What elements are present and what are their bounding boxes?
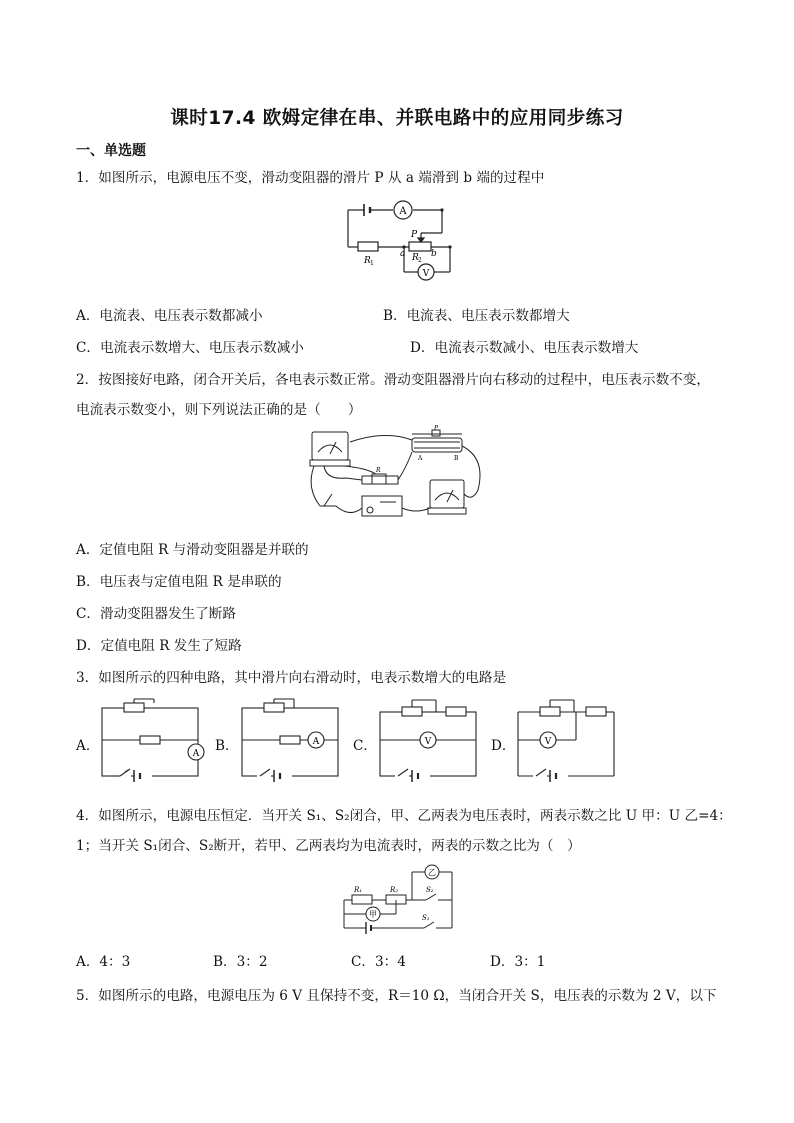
q1-slider-label: P — [411, 230, 418, 240]
q4-meter-jia: 甲 — [369, 910, 377, 919]
q2-stem-line2: 电流表示数变小，则下列说法正确的是（ ） — [76, 402, 362, 418]
q4-option-a[interactable]: A．4：3 — [76, 954, 131, 970]
q1-option-d[interactable]: D．电流表示数减小、电压表示数增大 — [410, 340, 639, 356]
q1-r2-label: R — [412, 253, 419, 263]
section-heading: 一、单选题 — [76, 143, 146, 159]
q4-s2-label: S₂ — [426, 886, 434, 894]
q2-physical-circuit — [306, 425, 492, 522]
q4-option-d[interactable]: D．3：1 — [490, 954, 546, 970]
page-title: 课时17.4 欧姆定律在串、并联电路中的应用同步练习 — [170, 108, 624, 129]
q2-slider-label: P — [434, 425, 439, 432]
q3-a-meter: A — [192, 749, 200, 759]
q3-option-a-label[interactable]: A． — [76, 738, 100, 754]
q3-c-meter: V — [424, 737, 432, 747]
q4-s1-label: S₁ — [422, 914, 430, 922]
q1-r2-sub: 2 — [418, 257, 422, 264]
q2-option-d[interactable]: D．定值电阻 R 发生了短路 — [76, 638, 242, 654]
q2-option-b[interactable]: B．电压表与定值电阻 R 是串联的 — [76, 574, 282, 590]
q2-terminal-b: B — [454, 455, 459, 462]
q3-b-meter: A — [312, 737, 320, 747]
q3-circuit-c[interactable] — [378, 698, 486, 780]
q4-circuit-diagram — [336, 862, 462, 934]
q1-ammeter-label: A — [399, 206, 407, 217]
q1-option-b[interactable]: B．电流表、电压表示数都增大 — [383, 308, 570, 324]
q4-r2-label: R₂ — [390, 886, 399, 894]
q1-option-c[interactable]: C．电流表示数增大、电压表示数减小 — [76, 340, 304, 356]
q3-circuit-a[interactable] — [100, 698, 208, 780]
q4-meter-yi: 乙 — [428, 868, 436, 877]
q3-option-d-label[interactable]: D． — [491, 738, 516, 754]
q1-option-a[interactable]: A．电流表、电压表示数都减小 — [76, 308, 263, 324]
q1-circuit-diagram — [330, 196, 470, 286]
q4-stem-line2: 1；当开关 S₁闭合、S₂断开，若甲、乙两表均为电流表时，两表的示数之比为（ ） — [76, 838, 581, 854]
q4-option-c[interactable]: C．3：4 — [351, 954, 406, 970]
q2-stem-line1: 2．按图接好电路，闭合开关后，各电表示数正常。滑动变阻器滑片向右移动的过程中，电压表示数不变， — [76, 372, 710, 388]
q2-option-a[interactable]: A．定值电阻 R 与滑动变阻器是并联的 — [76, 542, 309, 558]
q1-voltmeter-label: V — [422, 269, 430, 279]
q3-d-meter: V — [544, 737, 552, 747]
q3-circuit-d[interactable] — [516, 698, 624, 780]
q3-stem: 3．如图所示的四种电路，其中滑片向右滑动时，电表示数增大的电路是 — [76, 670, 507, 686]
q4-stem-line1: 4．如图所示，电源电压恒定．当开关 S₁、S₂闭合，甲、乙两表为电压表时，两表示数之比 U 甲：U 乙=4： — [76, 808, 732, 824]
q2-resistor-label: R — [376, 467, 381, 474]
q3-option-c-label[interactable]: C． — [353, 738, 377, 754]
q3-circuit-b[interactable] — [240, 698, 348, 780]
q4-r1-label: R₁ — [354, 886, 363, 894]
q1-r1-sub: 1 — [370, 260, 374, 267]
q1-end-b: b — [431, 249, 437, 259]
q1-stem: 1．如图所示，电源电压不变，滑动变阻器的滑片 P 从 a 端滑到 b 端的过程中 — [76, 170, 545, 186]
q1-end-a: a — [400, 249, 406, 259]
q1-r1-label: R — [364, 256, 371, 266]
q3-option-b-label[interactable]: B． — [215, 738, 239, 754]
q2-terminal-a: A — [418, 455, 423, 462]
q2-option-c[interactable]: C．滑动变阻器发生了断路 — [76, 606, 236, 622]
q5-stem: 5．如图所示的电路，电源电压为 6 V 且保持不变，R＝10 Ω，当闭合开关 S，电压表的示数为 2 V，以下 — [76, 988, 717, 1004]
q4-option-b[interactable]: B．3：2 — [213, 954, 268, 970]
